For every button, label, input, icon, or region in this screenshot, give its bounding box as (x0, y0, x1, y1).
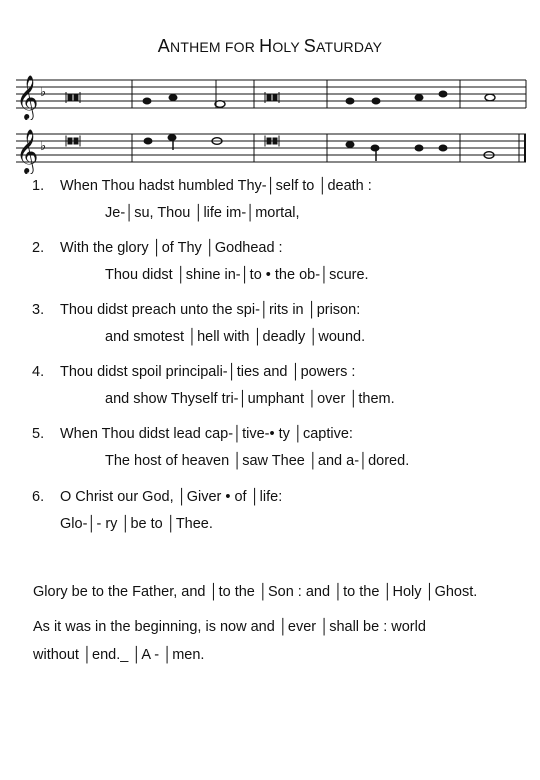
title-word-anthem-for: NTHEM FOR (170, 39, 260, 55)
verse-4-continuation: and show Thyself tri-│umphant │over │them. (105, 391, 395, 407)
treble-clef-icon: 𝄞 (16, 75, 39, 119)
title-initial-s: S (303, 36, 316, 56)
verse-number: 4. (32, 364, 45, 380)
verse-line: With the glory │of Thy │Godhead : (60, 240, 283, 256)
verse-1 (32, 177, 372, 195)
breve-note-icon (68, 95, 72, 101)
treble-clef-icon: 𝄞 (16, 129, 39, 173)
verse-number: 3. (32, 302, 45, 318)
verse-3 (32, 301, 360, 319)
verse-1-continuation: Je-│su, Thou │life im-│mortal, (105, 205, 300, 221)
verse-5 (32, 425, 353, 443)
flat-sign-icon: ♭ (40, 85, 47, 100)
quarter-note-icon (143, 98, 151, 104)
page-title (0, 36, 540, 57)
title-word-saturday: ATURDAY (315, 39, 383, 55)
verse-number: 5. (32, 426, 45, 442)
verse-2-continuation: Thou didst │shine in-│to • the ob-│scure. (105, 267, 369, 283)
verse-number: 2. (32, 240, 45, 256)
title-initial-h: H (259, 36, 273, 56)
verse-6-continuation: Glo-│- ry │be to │Thee. (60, 516, 213, 532)
staff-2-notation (16, 124, 530, 174)
verse-number: 6. (32, 489, 45, 505)
verse-line: When Thou didst lead cap-│tive-• ty │captive: (60, 426, 353, 442)
verse-5-continuation: The host of heaven │saw Thee │and a-│dored. (105, 453, 410, 469)
verse-2 (32, 239, 283, 257)
music-staff-1 (16, 70, 530, 120)
verse-line: O Christ our God, │Giver • of │life: (60, 489, 283, 505)
title-word-holy: OLY (272, 39, 304, 55)
title-initial-a: A (157, 36, 171, 56)
music-staff-2 (16, 124, 530, 174)
verse-3-continuation: and smotest │hell with │deadly │wound. (105, 329, 366, 345)
verse-6 (32, 488, 282, 506)
doxology-line-3: without │end._ │A - │men. (33, 647, 205, 663)
verse-4 (32, 363, 355, 381)
verse-line: When Thou hadst humbled Thy-│self to │death : (60, 178, 372, 194)
verse-line: Thou didst preach unto the spi-│rits in │prison: (60, 302, 361, 318)
staff-1-notation (16, 70, 530, 120)
verse-line: Thou didst spoil principali-│ties and │powers : (60, 364, 356, 380)
doxology-line-2: As it was in the beginning, is now and │ever │shall be : world (33, 619, 426, 635)
flat-sign-icon: ♭ (40, 139, 47, 154)
verse-number: 1. (32, 178, 45, 194)
doxology-line-1: Glory be to the Father, and │to the │Son : and │to the │Holy │Ghost. (33, 584, 478, 600)
